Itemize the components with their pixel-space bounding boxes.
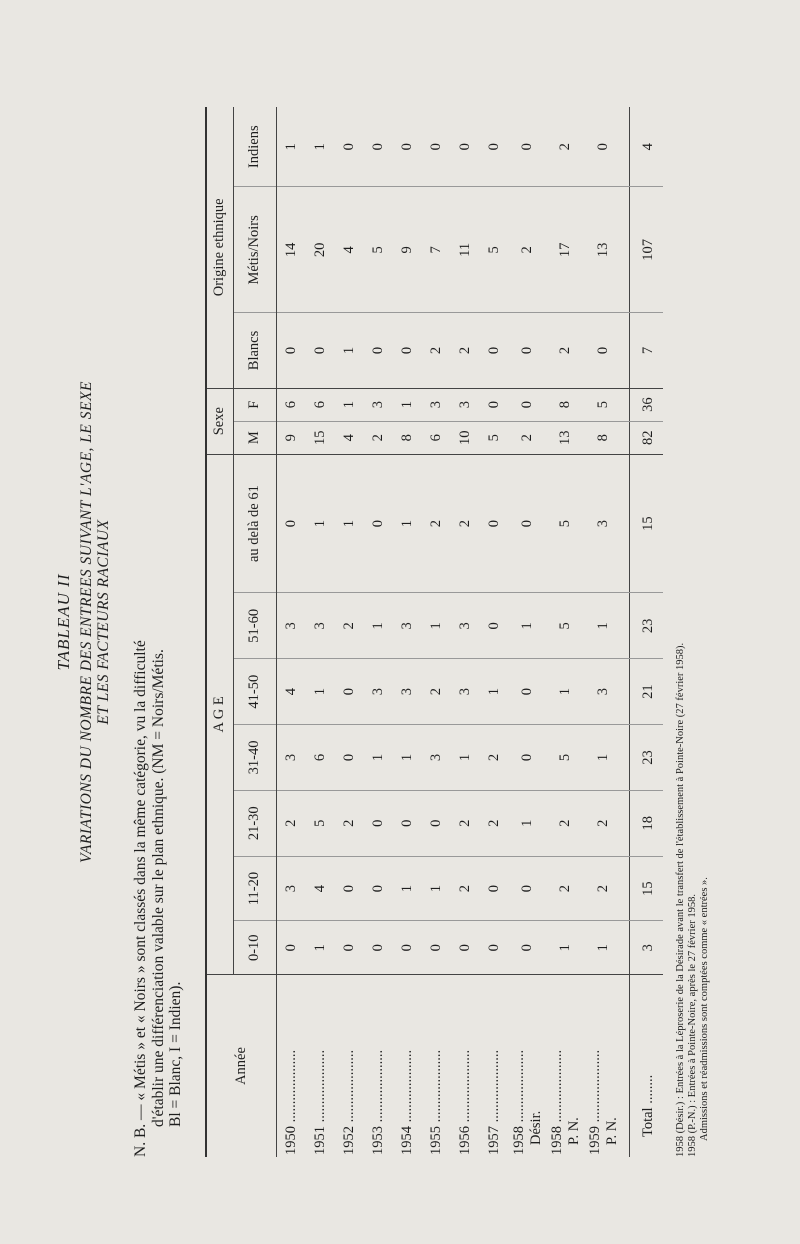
total-value: 21 [629,659,663,725]
cell-value: 1 [393,388,422,421]
row-year [364,975,393,1158]
row-year [276,975,306,1158]
table-row [585,107,630,1157]
row-year-label: 1951 .................... [311,1049,328,1155]
cell-value: 1 [422,856,451,921]
cell-value: 1 [393,856,422,921]
cell-value: 0 [364,790,393,856]
col-header: Indiens [233,107,276,187]
cell-value: 0 [393,790,422,856]
row-year-label: 1955 .................... [427,1049,444,1155]
total-value: 107 [629,187,663,313]
cell-value: 0 [480,107,509,187]
cell-value: 1 [451,725,480,791]
cell-value: 2 [451,856,480,921]
cell-value: 5 [547,454,585,593]
cell-value: 3 [276,725,306,791]
cell-value: 1 [335,454,364,593]
cell-value: 15 [306,421,335,454]
table-row [393,107,422,1157]
cell-value: 0 [480,921,509,975]
cell-value: 0 [335,725,364,791]
cell-value: 1 [335,388,364,421]
row-year [335,975,364,1158]
cell-value: 3 [276,593,306,659]
title-block [55,87,112,1157]
cell-value: 1 [422,593,451,659]
row-year [547,975,585,1158]
total-value: 4 [629,107,663,187]
header-origine: Origine ethnique [206,107,234,388]
total-value: 7 [629,313,663,388]
cell-value: 0 [480,593,509,659]
cell-value: 3 [585,454,630,593]
cell-value: 1 [480,659,509,725]
row-year-sublabel: Désir. [527,1110,544,1145]
cell-value: 2 [547,107,585,187]
cell-value: 0 [335,921,364,975]
nota-bene [132,87,185,1157]
col-header: 31-40 [233,725,276,791]
cell-value: 1 [306,107,335,187]
table-title: TABLEAU II [54,573,73,671]
header-sexe: Sexe [206,388,234,454]
cell-value: 0 [422,790,451,856]
cell-value: 2 [509,187,547,313]
data-table [205,107,663,1157]
cell-value: 0 [480,313,509,388]
cell-value: 2 [276,790,306,856]
cell-value: 0 [585,107,630,187]
row-year-label: 1952 .................... [340,1049,357,1155]
cell-value: 6 [422,421,451,454]
table-row [547,107,585,1157]
cell-value: 0 [509,856,547,921]
col-header: F [233,388,276,421]
cell-value: 9 [393,187,422,313]
table-row [422,107,451,1157]
cell-value: 1 [547,659,585,725]
cell-value: 0 [393,921,422,975]
col-header: au delà de 61 [233,454,276,593]
cell-value: 11 [451,187,480,313]
table-row [306,107,335,1157]
cell-value: 0 [480,454,509,593]
rotated-page [55,87,745,1157]
total-value: 23 [629,593,663,659]
cell-value: 8 [393,421,422,454]
cell-value: 0 [451,921,480,975]
row-year-sublabel: P. N. [603,1117,620,1145]
row-year [480,975,509,1158]
cell-value: 0 [364,313,393,388]
nb-line2: d'établir une différenciation valable sur le plan ethnique. (NM = Noirs/Métis. [149,649,167,1127]
table-row [364,107,393,1157]
cell-value: 2 [547,790,585,856]
cell-value: 1 [364,725,393,791]
cell-value: 8 [547,388,585,421]
cell-value: 2 [547,856,585,921]
row-year-label: 1954 .................... [398,1049,415,1155]
cell-value: 1 [509,790,547,856]
cell-value: 1 [585,725,630,791]
cell-value: 20 [306,187,335,313]
cell-value: 1 [585,921,630,975]
header-age: A G E [206,454,234,974]
footnote-3: Admissions et réadmissions sont comptées comme « entrées ». [698,877,710,1141]
cell-value: 0 [306,313,335,388]
cell-value: 2 [547,313,585,388]
row-year-label: 1950 .................... [282,1049,299,1155]
total-value: 15 [629,856,663,921]
row-year-label: 1958 .................... [510,1049,527,1155]
cell-value: 5 [585,388,630,421]
cell-value: 3 [422,388,451,421]
col-header: 41-50 [233,659,276,725]
cell-value: 6 [306,725,335,791]
cell-value: 2 [335,790,364,856]
cell-value: 1 [393,454,422,593]
header-annee: Année [206,975,277,1158]
cell-value: 0 [364,921,393,975]
total-value: 3 [629,921,663,975]
cell-value: 7 [422,187,451,313]
cell-value: 3 [393,593,422,659]
cell-value: 4 [335,421,364,454]
col-header: Blancs [233,313,276,388]
row-year-label: 1959 .................... [586,1049,603,1155]
total-value: 36 [629,388,663,421]
row-year [585,975,630,1158]
cell-value: 9 [276,421,306,454]
cell-value: 1 [509,593,547,659]
nb-line3: Bl = Blanc, I = Indien). [167,981,184,1127]
cell-value: 2 [585,856,630,921]
cell-value: 0 [509,388,547,421]
cell-value: 1 [306,659,335,725]
cell-value: 1 [306,921,335,975]
row-year-label: 1957 .................... [485,1049,502,1155]
cell-value: 0 [276,454,306,593]
cell-value: 3 [276,856,306,921]
row-year-sublabel: P. N. [565,1117,582,1145]
cell-value: 0 [335,107,364,187]
cell-value: 0 [509,313,547,388]
cell-value: 0 [480,856,509,921]
cell-value: 1 [547,921,585,975]
cell-value: 1 [276,107,306,187]
cell-value: 3 [451,659,480,725]
row-year [306,975,335,1158]
cell-value: 17 [547,187,585,313]
cell-value: 0 [276,921,306,975]
footnote-2: 1958 (P.-N.) : Entrées à Pointe-Noire, après le 27 février 1958. [686,893,698,1157]
cell-value: 0 [364,856,393,921]
cell-value: 2 [451,790,480,856]
cell-value: 0 [509,659,547,725]
table-row [509,107,547,1157]
table-body [276,107,663,1157]
table-row [480,107,509,1157]
table-row [451,107,480,1157]
cell-value: 0 [422,107,451,187]
cell-value: 8 [585,421,630,454]
cell-value: 0 [335,856,364,921]
col-header: 0-10 [233,921,276,975]
total-value: 23 [629,725,663,791]
col-header: 51-60 [233,593,276,659]
row-year [509,975,547,1158]
total-row [629,107,663,1157]
cell-value: 2 [480,790,509,856]
cell-value: 0 [364,454,393,593]
cell-value: 0 [451,107,480,187]
cell-value: 0 [509,107,547,187]
cell-value: 0 [480,388,509,421]
row-year-label: 1958 .................... [548,1049,565,1155]
cell-value: 1 [364,593,393,659]
cell-value: 1 [393,725,422,791]
cell-value: 5 [364,187,393,313]
row-year-label: 1953 .................... [369,1049,386,1155]
cell-value: 0 [422,921,451,975]
cell-value: 0 [393,107,422,187]
cell-value: 0 [335,659,364,725]
cell-value: 2 [480,725,509,791]
col-header: 11-20 [233,856,276,921]
table-subtitle-line2: ET LES FACTEURS RACIAUX [95,519,112,725]
col-header: Métis/Noirs [233,187,276,313]
total-value: 15 [629,454,663,593]
cell-value: 2 [335,593,364,659]
cell-value: 1 [335,313,364,388]
row-year-label: 1956 .................... [456,1049,473,1155]
cell-value: 0 [585,313,630,388]
cell-value: 3 [451,593,480,659]
footnote-1: 1958 (Désir.) : Entrées à la Léproserie de la Désirade avant le transfert de l'établissement à Pointe-Noire (27 février 1958). [674,642,686,1157]
cell-value: 3 [451,388,480,421]
cell-value: 1 [585,593,630,659]
cell-value: 6 [306,388,335,421]
cell-value: 3 [364,388,393,421]
cell-value: 4 [276,659,306,725]
row-year [451,975,480,1158]
cell-value: 13 [547,421,585,454]
cell-value: 4 [306,856,335,921]
cell-value: 0 [276,313,306,388]
cell-value: 1 [306,454,335,593]
col-header: M [233,421,276,454]
cell-value: 3 [393,659,422,725]
table-row [335,107,364,1157]
row-year [393,975,422,1158]
total-value: 18 [629,790,663,856]
table-row [276,107,306,1157]
cell-value: 10 [451,421,480,454]
cell-value: 3 [422,725,451,791]
cell-value: 0 [509,921,547,975]
cell-value: 4 [335,187,364,313]
cell-value: 13 [585,187,630,313]
col-header: 21-30 [233,790,276,856]
cell-value: 2 [585,790,630,856]
nb-line1: N. B. — « Métis » et « Noirs » sont classés dans la même catégorie, vu la difficulté [132,640,149,1157]
cell-value: 2 [509,421,547,454]
footnotes [675,87,711,1157]
cell-value: 3 [364,659,393,725]
cell-value: 2 [422,313,451,388]
row-year [422,975,451,1158]
cell-value: 5 [306,790,335,856]
cell-value: 2 [422,454,451,593]
cell-value: 5 [480,421,509,454]
cell-value: 0 [509,725,547,791]
table-subtitle-line1: VARIATIONS DU NOMBRE DES ENTREES SUIVANT L'AGE, LE SEXE [78,381,95,863]
cell-value: 2 [451,454,480,593]
cell-value: 2 [422,659,451,725]
cell-value: 2 [451,313,480,388]
cell-value: 5 [547,593,585,659]
cell-value: 0 [509,454,547,593]
cell-value: 0 [393,313,422,388]
cell-value: 3 [585,659,630,725]
cell-value: 5 [480,187,509,313]
cell-value: 6 [276,388,306,421]
cell-value: 2 [364,421,393,454]
total-value: 82 [629,421,663,454]
cell-value: 5 [547,725,585,791]
cell-value: 0 [364,107,393,187]
total-label: Total ........ [629,975,663,1158]
cell-value: 14 [276,187,306,313]
cell-value: 3 [306,593,335,659]
